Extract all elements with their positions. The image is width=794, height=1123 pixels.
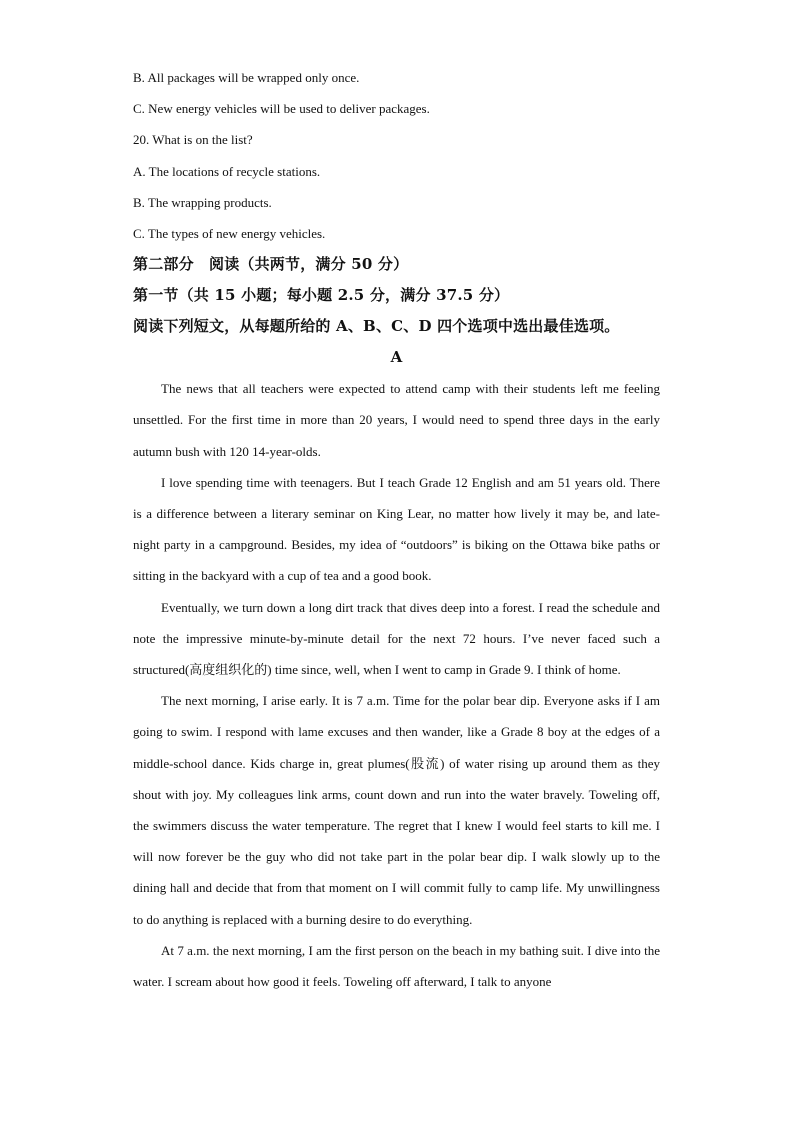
option-19-b: B. All packages will be wrapped only once. bbox=[133, 70, 360, 85]
passage-paragraph-4: The next morning, I arise early. It is 7 a.m. Time for the polar bear dip. Everyone asks if I am going to swim. I respond with lame excuses and then wander, like a Grade 8 boy at the edges of a middle-school dance. Kids charge in, great plumes(股流) of water rising up around them as they shout with joy. My colleagues link arms, count down and run into the water bravely. Toweling off, the swimmers discuss the water temperature. The regret that I knew I would feel starts to kill me. I will now forever be the guy who did not take part in the polar bear dip. I walk slowly up to the dining hall and decide that from that moment on I will commit fully to camp life. My unwillingness to do anything is replaced with a burning desire to do everything. bbox=[133, 693, 660, 927]
reading-instruction: 阅读下列短文，从每题所给的 A、B、C、D 四个选项中选出最佳选项。 bbox=[133, 317, 620, 336]
option-19-c: C. New energy vehicles will be used to deliver packages. bbox=[133, 101, 430, 117]
passage-paragraph-3: Eventually, we turn down a long dirt track that dives deep into a forest. I read the schedule and note the impressive minute-by-minute detail for the next 72 hours. I’ve never faced such a structured(高度组织化的) time since, well, when I went to camp in Grade 9. I think of home. bbox=[133, 599, 660, 677]
option-20-a: A. The locations of recycle stations. bbox=[133, 163, 321, 179]
passage-paragraph-2: I love spending time with teenagers. But I teach Grade 12 English and am 51 years old. There is a difference between a literary seminar on King Lear, no matter how lively it may be, and late-night party in a campground. Besides, my idea of “outdoors” is biking on the Ottawa bike paths or sitting in the backyard with a cup of tea and a good book. bbox=[133, 474, 660, 584]
option-20-b: B. The wrapping products. bbox=[133, 194, 272, 210]
question-20-stem: 20. What is on the list? bbox=[133, 132, 253, 148]
passage-paragraph-1: The news that all teachers were expected to attend camp with their students left me feeling unsettled. For the first time in more than 20 years, I would need to spend three days in the early autumn bush with 120 14-year-olds. bbox=[133, 381, 660, 459]
part-two-heading: 第二部分 阅读（共两节，满分 50 分） bbox=[133, 255, 409, 274]
passage-paragraph-5: At 7 a.m. the next morning, I am the first person on the beach in my bathing suit. I dive into the water. I scream about how good it feels. Toweling off afterward, I talk to anyone bbox=[133, 942, 660, 989]
passage-label: A bbox=[390, 348, 403, 367]
section-one-heading: 第一节（共 15 小题；每小题 2.5 分，满分 37.5 分） bbox=[133, 286, 510, 305]
option-20-c: C. The types of new energy vehicles. bbox=[133, 225, 326, 241]
